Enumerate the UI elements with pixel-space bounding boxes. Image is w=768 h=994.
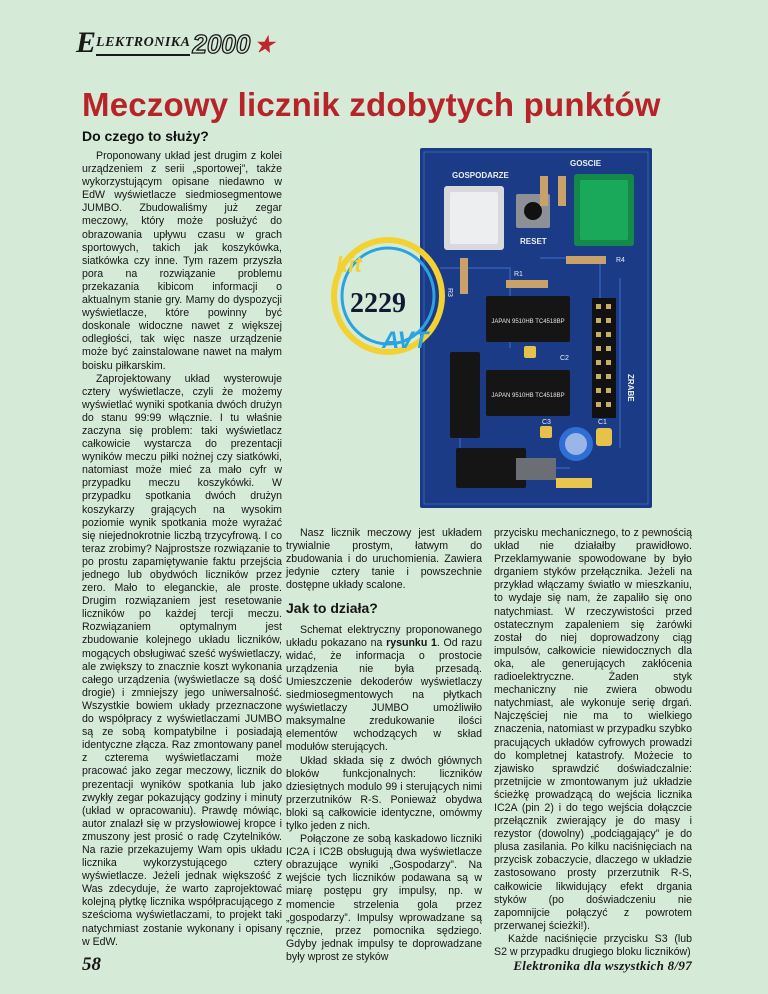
column-2 <box>286 527 482 964</box>
ref-c1: C1 <box>598 419 607 426</box>
chip-1-label: JAPAN 9510HB TC4518BP <box>491 319 565 325</box>
footer-magazine: Elektronika dla wszystkich 8/97 <box>513 958 692 973</box>
logo-year: 2000 <box>192 29 251 59</box>
paragraph: przycisku mechanicznego, to z pewnością układ nie działałby prawidłowo. Przeklamywanie spowodowane by było drganiem styków przełącznika. Jeżeli na przykład włączamy światło w mieszkaniu, to wydaje się nam, że zapaliło się ono natychmiast. W rzeczywistości przed ostatecznym zapaleniem się żarówki został do niej doprowadzony ciąg impulsów, całkowicie niewidocznych dla oka, ale generujących zakłócenia radioelektryczne. Żaden styk mechaniczny nie zwiera obwodu natychmiast, ale wykonuje serię drgań. Najczęściej nie ma to wielkiego znaczenia, natomiast w przypadku szybko pracujących układów cyfrowych prowadzi do kompletnej katastrofy. Możecie to zjawisko sprawdzić doświadczalnie: przetnijcie w zmontowanym już układzie ścieżkę prowadzącą do wejścia licznika IC2A (pin 2) i do tego wejścia dołączcie przełącznik zwierający je do masy i rezystor (dowolny) „podciągający” je do plusa zasilania. Po kilku naciśnięciach na przycisk zobaczycie, dlaczego w układzie zastosowano prosty przerzutnik R-S, całkowicie likwidujący efekt drgania styków (po doświadczeniu nie zapomnijcie połączyć z powrotem przerwanej ścieżki!). <box>494 527 692 932</box>
paragraph: Proponowany układ jest drugim z kolei urządzeniem z serii „sportowej”, także wykorzystującym opisane niedawno w EdW wyświetlacze siedmiosegmentowe JUMBO. Zbudowaliśmy już zegar meczowy, który może posłużyć do obrazowania upływu czasu w grach sportowych, takich jak koszykówka, siatkówka czy inne. Tym razem przyszła pora na rozwiązanie problemu przekazania kibicom informacji o aktualnym stanie gry. Mamy do dyspozycji wyświetlacze, które powinny być doskonale widoczne nawet z większej odległości, tak więc nasze urządzenie może być zainstalowane nawet na małym boisku piłkarskim. <box>82 150 282 372</box>
kit-badge <box>330 228 450 358</box>
star-icon: ★ <box>254 32 275 57</box>
logo-letter: E <box>76 26 97 59</box>
page-number: 58 <box>82 954 101 975</box>
paragraph: Zaprojektowany układ wysterowuje cztery wyświetlacze, czyli że możemy wyświetlać wyniki spotkania dwóch drużyn do stanu 99:99 włącznie. I tu właśnie zaczyna się problem: taki wyświetlacz całkowicie wystarcza do prezentacji wyników meczu piłki nożnej czy siatkówki, natomiast może mieć za mało cyfr w przypadku meczu koszykówki. W przypadku spotkania dwóch drużyn koszykarzy grających na wysokim poziomie wynik spotkania może wyrażać się niejednokrotnie liczbą trzycyfrową. I co teraz zrobimy? Najprostsze rozwiązanie to po prostu zapamiętywanie faktu przejścia jednego lub obydwóch liczników przez zero. Mało to eleganckie, ale proste. Drugim rozwiązaniem jest resetowanie liczników po każdej tercji meczu. Rozwiązaniem optymalnym jest zbudowanie kolejnego układu liczników, mogących obsługiwać sześć wyświetlaczy, ale zwiększy to znacznie koszt wykonania całego urządzenia (wyświetlacze są dość drogie) i zmniejszy jego uniwersalność. Wszystkie bowiem układy przeznaczone do współpracy z wyświetlaczami JUMBO są ze sobą kompatybilne i posiadają identyczne złącza. Raz zmontowany panel z czterema wyświetlaczami może pracować jako zegar meczowy, licznik do prezentacji wyników spotkania lub jako zwykły zegar pokazujący godziny i minuty (układ w opracowaniu). Prawdę mówiąc, autor znalazł się w przysłowiowej kropce i zmuszony jest prosić o radę Czytelników. Na razie przekazujemy Wam opis układu licznika wykorzystującego cztery wyświetlacze. Jeżeli jednak większość z Was zdecyduje, że warto zaprojektować kolejną płytkę licznika współpracującego z sześcioma wyświetlaczami, to projekt taki natychmiast zostanie wykonany i opisany w EdW. <box>82 372 282 948</box>
text-span: Schemat elektryczny proponowanego układu pokazano na <box>286 623 482 649</box>
section-heading-purpose: Do czego to służy? <box>82 128 209 144</box>
label-reset: RESET <box>520 237 547 246</box>
ref-c2: C2 <box>560 355 569 362</box>
ref-r4: R4 <box>616 257 625 264</box>
paragraph <box>286 624 482 755</box>
kit-brand: AVT <box>382 327 429 354</box>
paragraph: Układ składa się z dwóch głównych bloków funkcjonalnych: liczników dziesiętnych modulo 99 i sterujących nimi przerzutników R-S. Ponieważ obydwa bloki są całkowicie identyczne, omówmy tylko jeden z nich. <box>286 754 482 832</box>
label-zrabe: ZRABE <box>626 374 635 402</box>
pcb-photo <box>420 148 652 508</box>
kit-label: kit <box>336 252 362 277</box>
paragraph: Nasz licznik meczowy jest układem trywialnie prostym, łatwym do zbudowania i do uruchomienia. Zawiera jedynie cztery tanie i powszechnie dostępne układy scalone. <box>286 527 482 592</box>
logo-name: LEKTRONIKA <box>96 35 190 56</box>
kit-number: 2229 <box>350 288 406 319</box>
article-title: Meczowy licznik zdobytych punktów <box>82 86 661 123</box>
ref-r3: R3 <box>446 288 453 297</box>
text-span: . Od razu widać, że informacja o prostocie urządzenia nie była przesadą. Umieszczenie dekoderów wyświetlaczy siedmiosegmentowych na płytkach wyświetlaczy JUMBO umożliwiło maksymalne zredukowanie ilości elementów wchodzących w skład modułów sterujących. <box>286 636 482 754</box>
column-3 <box>494 527 692 959</box>
figure-reference: rysunku 1 <box>386 636 437 649</box>
section-heading-how: Jak to działa? <box>286 600 378 617</box>
chip-2-label: JAPAN 9510HB TC4518BP <box>491 393 565 399</box>
paragraph: Każde naciśnięcie przycisku S3 (lub S2 w przypadku drugiego bloku liczników) <box>494 932 692 958</box>
label-guest: GOSCIE <box>570 159 602 168</box>
ref-r1: R1 <box>514 271 523 278</box>
label-home: GOSPODARZE <box>452 171 509 180</box>
paragraph: Połączone ze sobą kaskadowo liczniki IC2A i IC2B obsługują dwa wyświetlacze obrazujące wyniki „Gospodarzy”. Na wejście tych liczników podawana są w miarę postępu gry impulsy, np. w momencie strzelenia gola przez „gospodarzy”. Impulsy wprowadzane są ręcznie, przez pomocnika sędziego. Gdyby jednak impulsy te doprowadzane były wprost ze styków <box>286 833 482 963</box>
column-1 <box>82 150 282 949</box>
ref-c3: C3 <box>542 419 551 426</box>
magazine-logo <box>76 26 275 59</box>
